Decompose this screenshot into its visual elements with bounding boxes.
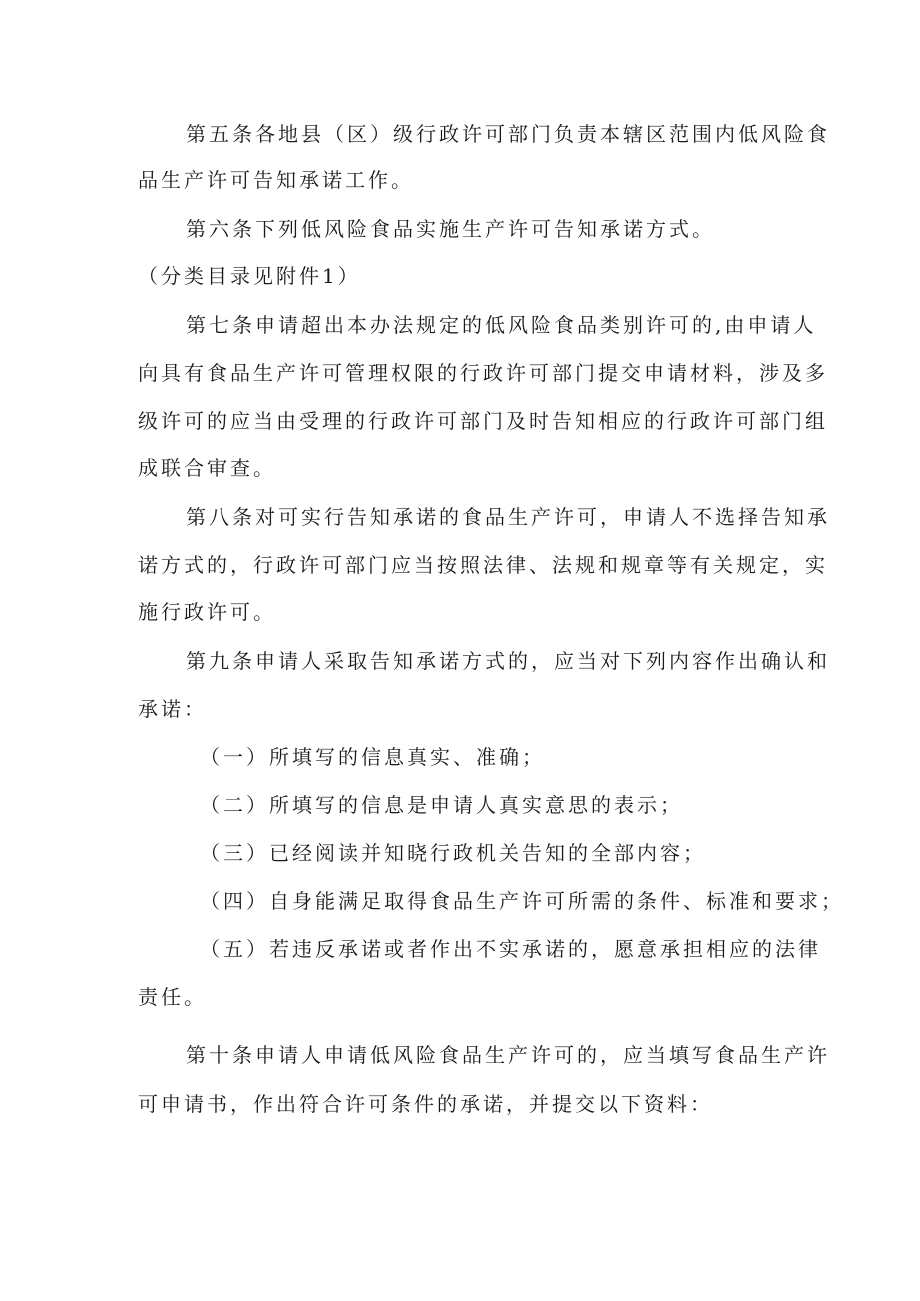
paragraph-8-line-2: 诺方式的，行政许可部门应当按照法律、法规和规章等有关规定，实: [138, 553, 828, 577]
paragraph-5-line-1: 第五条各地县（区）级行政许可部门负责本辖区范围内低风险食: [186, 122, 830, 146]
list-item-3: （三）已经阅读并知晓行政机关告知的全部内容；: [200, 841, 706, 865]
list-item-4: （四）自身能满足取得食品生产许可所需的条件、标准和要求；: [200, 889, 844, 913]
paragraph-7-line-4: 成联合审查。: [138, 456, 276, 480]
paragraph-5-line-2: 品生产许可告知承诺工作。: [138, 168, 414, 192]
paragraph-9-line-2: 承诺：: [138, 697, 207, 721]
paragraph-10-line-1: 第十条申请人申请低风险食品生产许可的，应当填写食品生产许: [186, 1043, 830, 1067]
paragraph-7-line-3: 级许可的应当由受理的行政许可部门及时告知相应的行政许可部门组: [138, 409, 828, 433]
paragraph-9-line-1: 第九条申请人采取告知承诺方式的，应当对下列内容作出确认和: [186, 649, 830, 673]
paragraph-10-line-2: 可申请书，作出符合许可条件的承诺，并提交以下资料：: [138, 1092, 713, 1116]
paragraph-6-line-1: 第六条下列低风险食品实施生产许可告知承诺方式。: [186, 217, 715, 241]
paragraph-8-line-1: 第八条对可实行告知承诺的食品生产许可，申请人不选择告知承: [186, 505, 830, 529]
paragraph-6-line-2: （分类目录见附件1）: [138, 264, 361, 288]
list-item-2: （二）所填写的信息是申请人真实意思的表示；: [200, 793, 683, 817]
paragraph-7-line-1: 第七条申请超出本办法规定的低风险食品类别许可的,由申请人: [186, 313, 817, 337]
list-item-5-line-1: （五）若违反承诺或者作出不实承诺的，愿意承担相应的法律: [200, 937, 821, 961]
list-item-1: （一）所填写的信息真实、准确；: [200, 745, 545, 769]
list-item-5-line-2: 责任。: [138, 985, 207, 1009]
paragraph-7-line-2: 向具有食品生产许可管理权限的行政许可部门提交申请材料，涉及多: [138, 361, 828, 385]
paragraph-8-line-3: 施行政许可。: [138, 600, 276, 624]
